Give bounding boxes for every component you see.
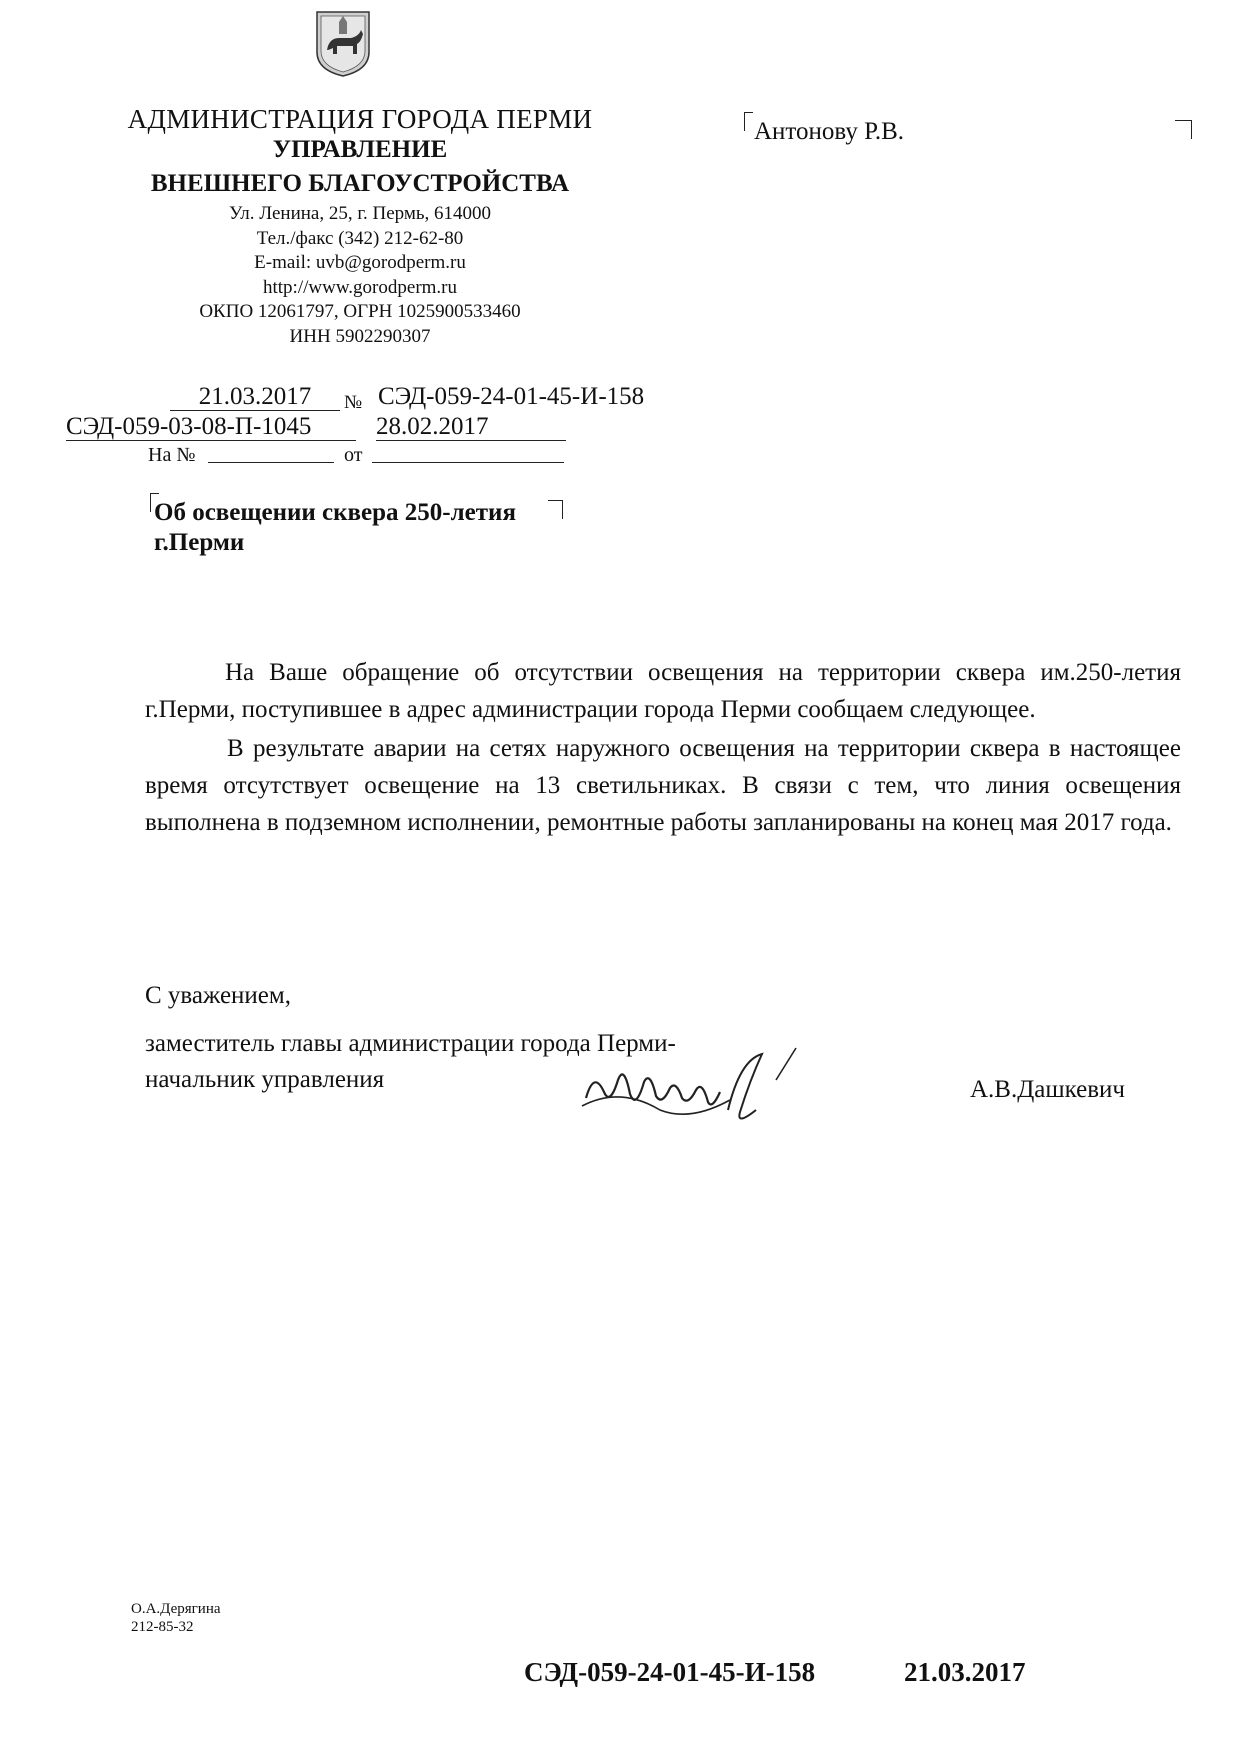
department-line-1: УПРАВЛЕНИЕ (272, 136, 448, 163)
subject-corner-right (548, 500, 563, 519)
phone-fax: Тел./факс (342) 212-62-80 (256, 227, 464, 249)
regards: С уважением, (145, 982, 291, 1009)
letter-body (145, 654, 1181, 841)
recipient: Антонову Р.В. (754, 118, 905, 145)
address: Ул. Ленина, 25, г. Пермь, 614000 (228, 203, 492, 224)
okpo-ogrn: ОКПО 12061797, ОГРН 1025900533460 (199, 301, 521, 322)
ref-label: На № (148, 444, 196, 466)
incoming-number: СЭД-059-03-08-П-1045 (66, 414, 356, 441)
from-label: от (344, 444, 363, 466)
email: E-mail: uvb@gorodperm.ru (254, 252, 466, 273)
inn: ИНН 5902290307 (289, 325, 431, 347)
recipient-corner-right (1175, 120, 1192, 139)
website: http://www.gorodperm.ru (262, 276, 458, 298)
contact-block (110, 202, 610, 349)
executor-phone: 212-85-32 (131, 1619, 194, 1635)
organization-name: АДМИНИСТРАЦИЯ ГОРОДА ПЕРМИ (127, 104, 593, 134)
subject: Об освещении сквера 250-летия г.Перми (154, 499, 516, 556)
number-sign: № (344, 392, 363, 413)
handwritten-signature (580, 1040, 810, 1130)
executor-name: О.А.Дерягина (131, 1601, 221, 1617)
from-date-line (372, 462, 564, 463)
registration-number: СЭД-059-24-01-45-И-158 (378, 383, 645, 410)
signer-name: А.В.Дашкевич (970, 1076, 1126, 1103)
footer-document-number: СЭД-059-24-01-45-И-158 (524, 1657, 816, 1687)
ref-number-line (208, 462, 334, 463)
incoming-date: 28.02.2017 (376, 414, 566, 441)
registration-date: 21.03.2017 (170, 384, 340, 411)
coat-of-arms-emblem (313, 10, 373, 78)
recipient-corner-left (744, 112, 753, 131)
department-line-2: ВНЕШНЕГО БЛАГОУСТРОЙСТВА (150, 170, 570, 197)
footer-date: 21.03.2017 (904, 1657, 1026, 1687)
signer-position-line-2: начальник управления (145, 1066, 385, 1093)
signer-position-line-1: заместитель главы администрации города Перми- (145, 1030, 676, 1057)
body-paragraph-2: В результате аварии на сетях наружного освещения на территории сквера в настоящее время отсутствует освещение на 13 светильниках. В связи с тем, что линия освещения выполнена в подземном исполнении, ремонтные работы запланированы на конец мая 2017 года. (145, 735, 1181, 836)
body-paragraph-1: На Ваше обращение об отсутствии освещения на территории сквера им.250-летия г.Перми, поступившее в адрес администрации города Перми сообщаем следующее. (145, 659, 1181, 723)
